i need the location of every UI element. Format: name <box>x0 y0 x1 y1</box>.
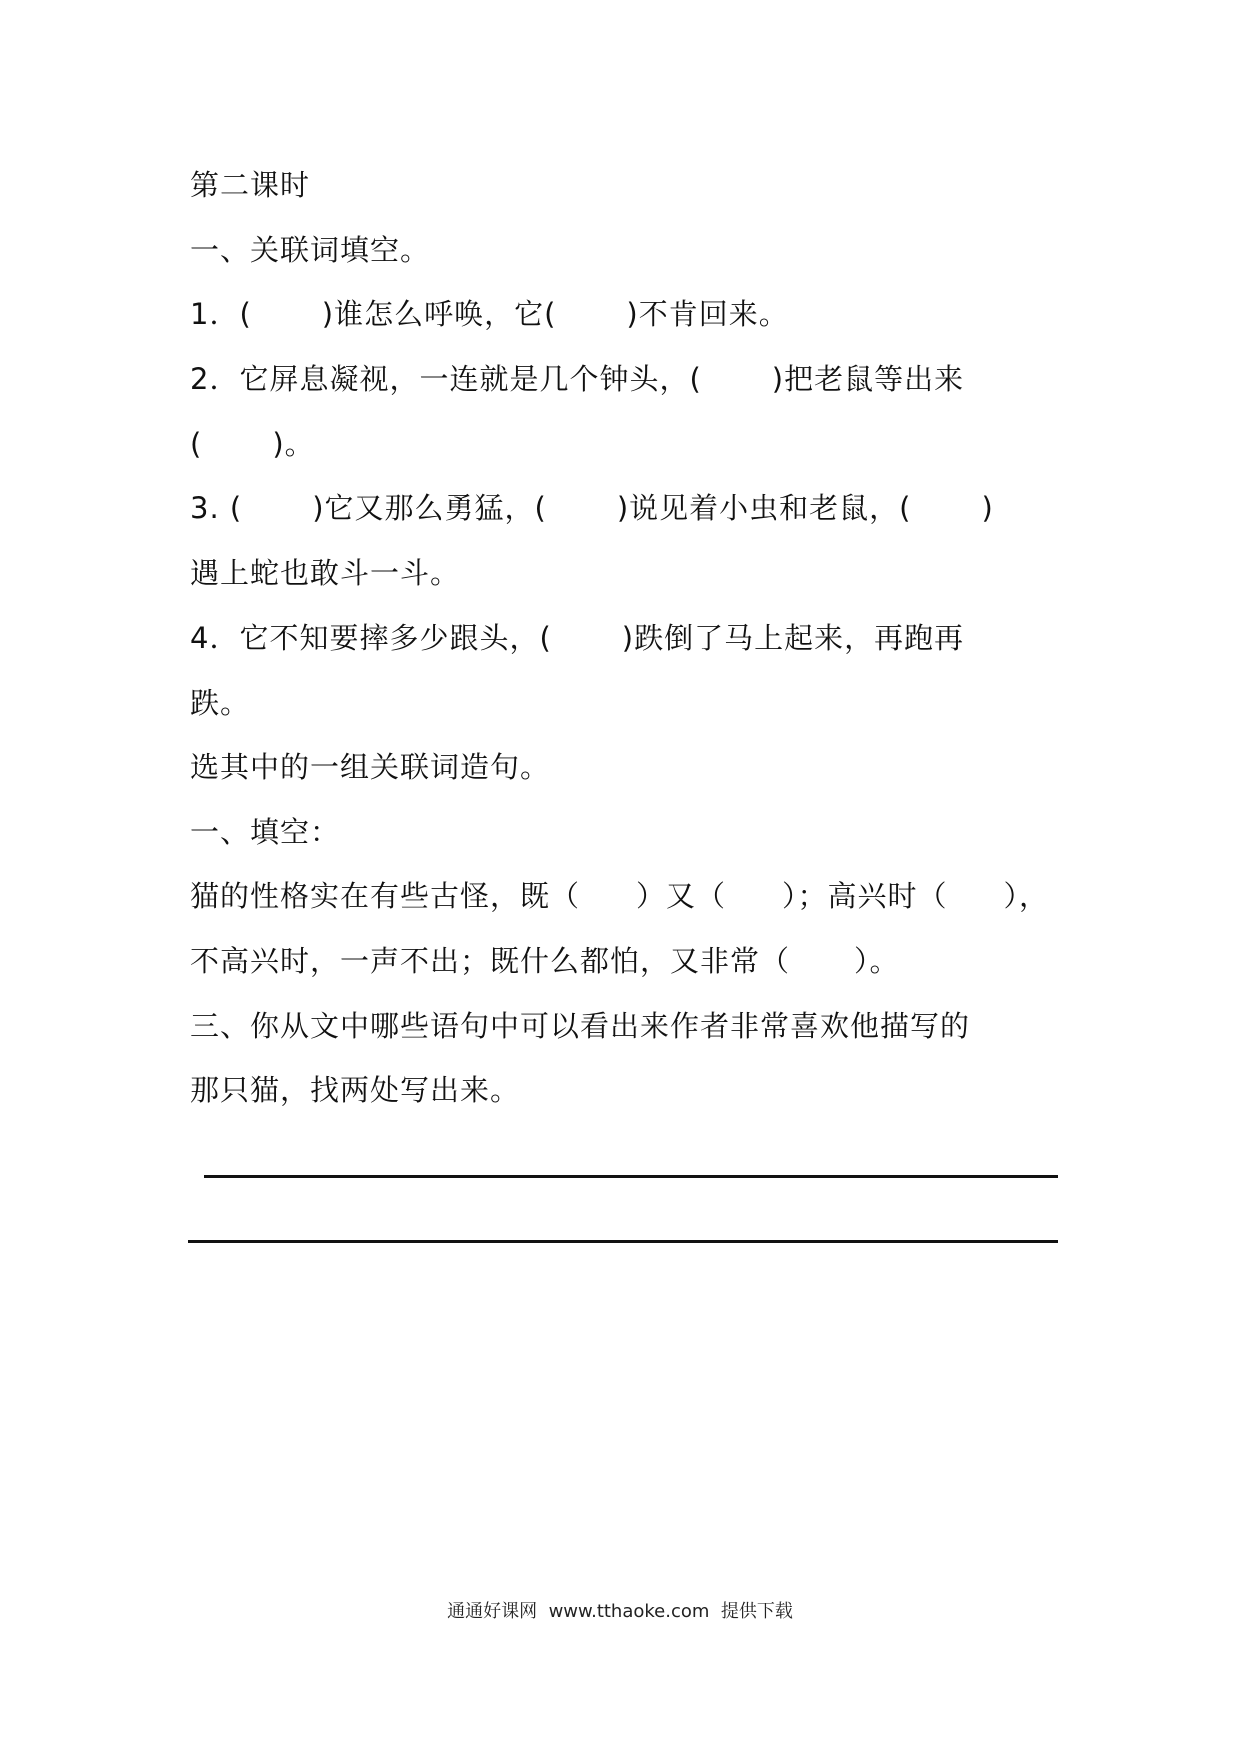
question-2-line2 <box>190 424 315 464</box>
q3-part-d: ) <box>981 491 994 525</box>
section3-line1: 三、你从文中哪些语句中可以看出来作者非常喜欢他描写的 <box>190 1009 971 1043</box>
fill-part-d: ）， <box>1003 879 1050 913</box>
question-1 <box>190 294 789 334</box>
fill-line2 <box>190 941 900 981</box>
section1-title: 一、关联词填空。 <box>190 233 431 267</box>
section2-title: 一、填空： <box>190 815 341 849</box>
q1-part-c: )不肯回来。 <box>626 297 789 331</box>
answer-line-2[interactable] <box>188 1240 1058 1243</box>
question-3-line1 <box>190 488 994 528</box>
q2-part-d: )。 <box>272 427 315 461</box>
q2-part-b: )把老鼠等出来 <box>771 362 965 396</box>
q3-part-a: 3. ( <box>190 491 243 525</box>
fill-part-c: ）；高兴时（ <box>782 879 948 913</box>
q2-part-a: 2．它屏息凝视，一连就是几个钟头，( <box>190 362 702 396</box>
fill-part-b: ）又（ <box>636 879 727 913</box>
question-4-line2: 跌。 <box>190 686 251 720</box>
q3-part-b: )它又那么勇猛，( <box>312 491 547 525</box>
q4-part-b: )跌倒了马上起来，再跑再 <box>621 621 965 655</box>
fill-part-f: ）。 <box>854 944 900 978</box>
fill-part-e: 不高兴时，一声不出；既什么都怕，又非常（ <box>190 944 791 978</box>
instruction: 选其中的一组关联词造句。 <box>190 750 551 784</box>
question-2-line1 <box>190 359 964 399</box>
section3-line2: 那只猫，找两处写出来。 <box>190 1073 521 1107</box>
q2-part-c: ( <box>190 427 203 461</box>
footer-credit: 通通好课网 www.tthaoke.com 提供下载 <box>447 1601 793 1622</box>
question-4-line1 <box>190 618 964 658</box>
q1-part-b: )谁怎么呼唤，它( <box>321 297 557 331</box>
answer-line-1[interactable] <box>204 1175 1058 1178</box>
fill-part-a: 猫的性格实在有些古怪，既（ <box>190 879 581 913</box>
lesson-heading: 第二课时 <box>190 168 311 202</box>
q1-part-a: 1．( <box>190 297 252 331</box>
q3-part-c: )说见着小虫和老鼠，( <box>616 491 912 525</box>
fill-line1 <box>190 876 1049 916</box>
question-3-line2: 遇上蛇也敢斗一斗。 <box>190 556 461 590</box>
q4-part-a: 4．它不知要摔多少跟头，( <box>190 621 552 655</box>
